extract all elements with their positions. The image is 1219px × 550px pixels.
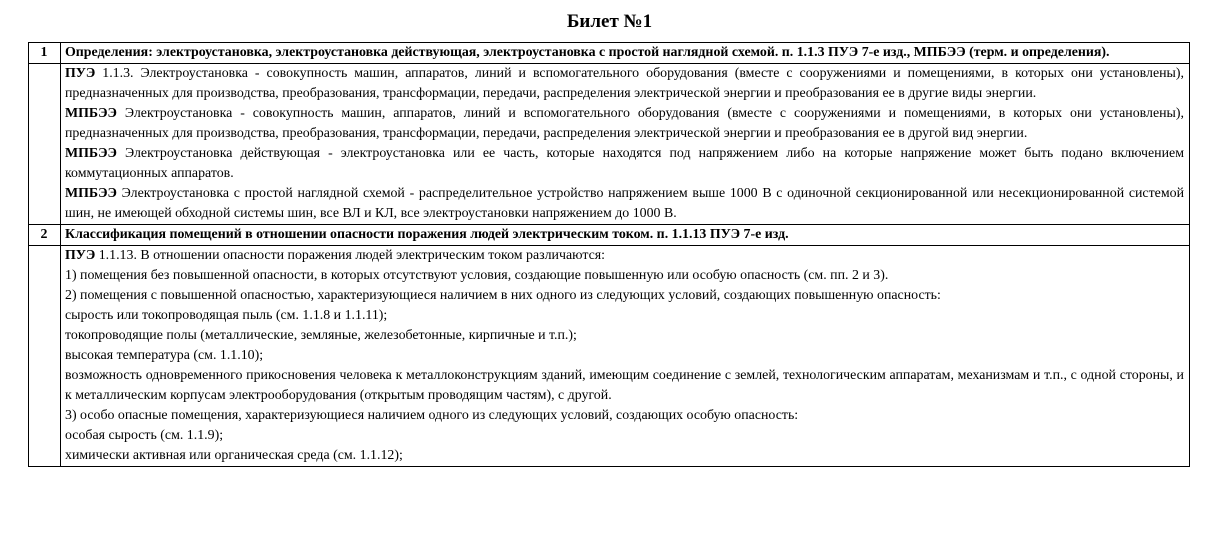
question-2-answer-row [29, 246, 1190, 467]
question-1-heading-row [29, 43, 1190, 64]
source-label: МПБЭЭ [65, 146, 117, 161]
answer-line: возможность одновременного прикосновения человека к металлоконструкциям зданий, имеющим соединение с землей, технологическим аппаратам, механизмам и т.п., с одной стороны, и к металлическим корпусам электрооборудования (открытым проводящим частям), с другой. [65, 368, 1184, 403]
answer-line: 3) особо опасные помещения, характеризующиеся наличием одного из следующих условий, создающих особую опасность: [65, 408, 799, 423]
answer-paragraph [65, 64, 1184, 104]
source-label: ПУЭ [65, 66, 96, 81]
answer-line: высокая температура (см. 1.1.10); [65, 348, 264, 363]
paragraph-text: 1.1.3. Электроустановка - совокупность машин, аппаратов, линий и вспомогательного оборудования (вместе с сооружениями и помещениями, в которых они установлены), предназначенных для производства, преобразования, трансформации, передачи, распределения электрической энергии и преобразования ее в другие виды энергии. [65, 66, 1184, 101]
answer-line: 1) помещения без повышенной опасности, в которых отсутствуют условия, создающие повышенную или особую опасность (см. пп. 2 и 3). [65, 268, 889, 283]
ticket-table [28, 42, 1190, 467]
answer-line: особая сырость (см. 1.1.9); [65, 428, 224, 443]
answer-paragraph [65, 184, 1184, 224]
paragraph-text: 1.1.13. В отношении опасности поражения людей электрическим током различаются: [95, 248, 605, 263]
paragraph-text: Электроустановка действующая - электроустановка или ее часть, которые находятся под напряжением либо на которые напряжение может быть подано включением коммутационных аппаратов. [65, 146, 1184, 181]
answer-line: токопроводящие полы (металлические, земляные, железобетонные, кирпичные и т.п.); [65, 328, 577, 343]
answer-cell [61, 246, 1190, 467]
answer-paragraph [65, 246, 1184, 266]
question-number: 2 [29, 225, 61, 246]
answer-paragraph [65, 104, 1184, 144]
source-label: МПБЭЭ [65, 106, 117, 121]
source-label: МПБЭЭ [65, 186, 117, 201]
answer-line: химически активная или органическая среда (см. 1.1.12); [65, 448, 403, 463]
answer-cell [61, 64, 1190, 225]
paragraph-text: Электроустановка - совокупность машин, аппаратов, линий и вспомогательного оборудования (вместе с сооружениями и помещениями, в которых они установлены), предназначенных для производства, преобразования, трансформации, передачи, распределения электрической энергии и преобразования ее в другой вид энергии. [65, 106, 1184, 141]
ticket-title: Билет №1 [566, 11, 653, 32]
question-heading: Определения: электроустановка, электроустановка действующая, электроустановка с простой наглядной схемой. п. 1.1.3 ПУЭ 7-е изд., МПБЭЭ (терм. и определения). [61, 43, 1190, 64]
number-cell-empty [29, 64, 61, 225]
source-label: ПУЭ [65, 248, 96, 263]
paragraph-text: Электроустановка с простой наглядной схемой - распределительное устройство напряжением выше 1000 В с одиночной секционированной или несекционированной системой шин, не имеющей обходной системы шин, все ВЛ и КЛ, все электроустановки напряжением до 1000 В. [65, 186, 1184, 221]
answer-line: 2) помещения с повышенной опасностью, характеризующиеся наличием в них одного из следующих условий, создающих повышенную опасность: [65, 288, 941, 303]
answer-paragraph [65, 144, 1184, 184]
question-heading: Классификация помещений в отношении опасности поражения людей электрическим током. п. 1.1.13 ПУЭ 7-е изд. [61, 225, 1190, 246]
question-2-heading-row [29, 225, 1190, 246]
question-1-answer-row [29, 64, 1190, 225]
answer-line: сырость или токопроводящая пыль (см. 1.1.8 и 1.1.11); [65, 308, 388, 323]
number-cell-empty [29, 246, 61, 467]
question-number: 1 [29, 43, 61, 64]
